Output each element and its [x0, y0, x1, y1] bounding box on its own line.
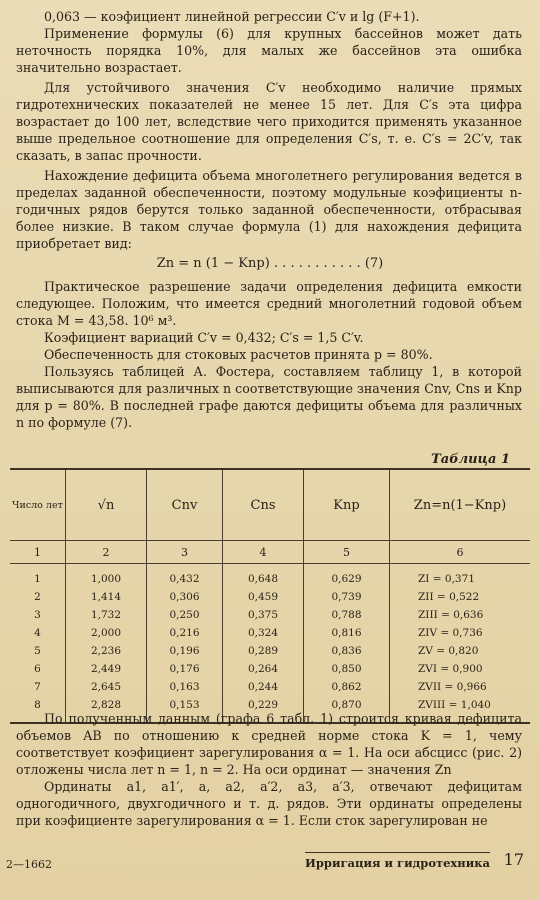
cell-sqrt: 2,449 [66, 660, 147, 678]
paragraph-probability: Обеспеченность для стоковых расчетов принята p = 80%. [44, 347, 433, 362]
cell-n: 3 [34, 609, 41, 621]
cell-n: 4 [34, 627, 41, 639]
cell-cv: 0,176 [147, 660, 223, 678]
cell-cs: 0,244 [223, 678, 304, 696]
cell-n: 6 [34, 663, 41, 675]
cell-cv: 0,250 [147, 606, 223, 624]
body-text-bottom [16, 710, 522, 829]
cell-zn: ZVII = 0,966 [390, 678, 531, 696]
colnum-4: 4 [223, 541, 304, 564]
deficit-table [10, 468, 530, 724]
cell-cs: 0,648 [223, 564, 304, 589]
cell-sqrt: 1,732 [66, 606, 147, 624]
body-text-middle [16, 278, 522, 431]
colnum-3: 3 [147, 541, 223, 564]
cell-kp: 0,862 [304, 678, 390, 696]
cell-cv: 0,163 [147, 678, 223, 696]
cell-kp: 0,739 [304, 588, 390, 606]
cell-cs: 0,229 [223, 696, 304, 723]
colnum-1: 1 [10, 541, 66, 564]
cell-cv: 0,196 [147, 642, 223, 660]
cell-kp: 0,788 [304, 606, 390, 624]
cell-cs: 0,375 [223, 606, 304, 624]
table-row [10, 678, 530, 696]
header-sqrt-n: √n [66, 469, 147, 541]
cell-kp: 0,850 [304, 660, 390, 678]
cell-n: 7 [34, 681, 41, 693]
header-zn-formula: Zn=n(1−Knp) [390, 469, 531, 541]
cell-zn: ZIV = 0,736 [390, 624, 531, 642]
table-row [10, 642, 530, 660]
paragraph-foster-table: Пользуясь таблицей А. Фостера, составляем таблицу 1, в которой выписываются для различных n соответствующие значения Cnv, Cns и Knp для p = 80%. В последней графе даются дефициты объема для различных n по формуле (7). [16, 364, 522, 430]
body-text-top [16, 8, 522, 252]
cell-cs: 0,459 [223, 588, 304, 606]
cell-sqrt: 2,645 [66, 678, 147, 696]
cell-cv: 0,153 [147, 696, 223, 723]
cell-cs: 0,264 [223, 660, 304, 678]
table-header-row [10, 469, 530, 541]
cell-sqrt: 2,236 [66, 642, 147, 660]
journal-title: Ирригация и гидротехника [305, 852, 490, 870]
cell-cv: 0,216 [147, 624, 223, 642]
cell-zn: ZVIII = 1,040 [390, 696, 531, 723]
header-cs: Cns [223, 469, 304, 541]
print-signature: 2—1662 [6, 858, 52, 871]
table-colnum-row [10, 541, 530, 564]
paragraph-cv-stability: Для устойчивого значения C′v необходимо наличие прямых гидротехнических показателей не менее 15 лет. Для C′s эта цифра возрастает до 100 лет, вследствие чего приходится применять указанное выше предельное соотношение для определения C′s, т. е. C′s = 2C′v, так сказать, в запас прочности. [16, 80, 522, 163]
paragraph-deficit-finding: Нахождение дефицита объема многолетнего регулирования ведется в пределах заданной обеспеченности, поэтому модульные коэфициенты n-годичных рядов берутся только заданной обеспеченности, отбрасывая более низкие. В таком случае формула (1) для нахождения дефицита приобретает вид: [16, 168, 522, 251]
colnum-2: 2 [66, 541, 147, 564]
cell-sqrt: 1,000 [66, 564, 147, 589]
paragraph-regression: 0,063 — коэфициент линейной регрессии C′v и lg (F+1). [44, 9, 420, 24]
cell-n: 8 [10, 696, 66, 723]
table-row [10, 564, 530, 589]
table-row [10, 606, 530, 624]
cell-cs: 0,324 [223, 624, 304, 642]
header-cv: Cnv [147, 469, 223, 541]
cell-sqrt: 1,414 [66, 588, 147, 606]
cell-n: 1 [34, 573, 41, 585]
header-years: Число лет [10, 469, 66, 541]
paragraph-practical-solution: Практическое разрешение задачи определения дефицита емкости следующее. Положим, что имеется средний многолетний годовой объем стока M = 43,58. 10⁶ м³. [16, 279, 522, 328]
cell-zn: ZVI = 0,900 [390, 660, 531, 678]
cell-kp: 0,870 [304, 696, 390, 723]
cell-kp: 0,816 [304, 624, 390, 642]
colnum-5: 5 [304, 541, 390, 564]
cell-zn: ZI = 0,371 [390, 564, 531, 589]
formula-7: Zn = n (1 − Knp) . . . . . . . . . . . (7) [156, 256, 384, 271]
cell-zn: ZII = 0,522 [390, 588, 531, 606]
paragraph-ordinates: Ординаты a1, a1′, a, a2, a′2, a3, a′3, отвечают дефицитам одногодичного, двухгодичного и т. д. рядов. Эти ординаты определены при коэфициенте зарегулирования α = 1. Если сток зарегулирован не [16, 779, 522, 828]
table-row [10, 588, 530, 606]
cell-sqrt: 2,828 [66, 696, 147, 723]
cell-cs: 0,289 [223, 642, 304, 660]
cell-zn: ZV = 0,820 [390, 642, 531, 660]
table-row [10, 660, 530, 678]
cell-sqrt: 2,000 [66, 624, 147, 642]
cell-n: 5 [34, 645, 41, 657]
cell-cv: 0,432 [147, 564, 223, 589]
cell-kp: 0,629 [304, 564, 390, 589]
paragraph-deficit-curve: По полученным данным (графа 6 табл. 1) строится кривая дефицита объемов AB по отношению к средней норме стока K = 1, чему соответствует коэфициент зарегулирования α = 1. На оси абсцисс (рис. 2) отложены числа лет n = 1, n = 2. На оси ординат — значения Zn [16, 711, 522, 777]
paragraph-variation-coef: Коэфициент вариаций C′v = 0,432; C′s = 1,5 C′v. [44, 330, 364, 345]
colnum-6: 6 [390, 541, 531, 564]
cell-n: 2 [34, 591, 41, 603]
table-row [10, 624, 530, 642]
cell-zn: ZIII = 0,636 [390, 606, 531, 624]
page-number: 17 [503, 850, 524, 869]
table-caption: Таблица 1 [431, 452, 510, 467]
header-kp: Knp [304, 469, 390, 541]
paragraph-formula6-accuracy: Применение формулы (6) для крупных бассейнов может дать неточность порядка 10%, для малых же бассейнов эта ошибка значительно возрастает. [16, 26, 522, 75]
cell-kp: 0,836 [304, 642, 390, 660]
cell-cv: 0,306 [147, 588, 223, 606]
